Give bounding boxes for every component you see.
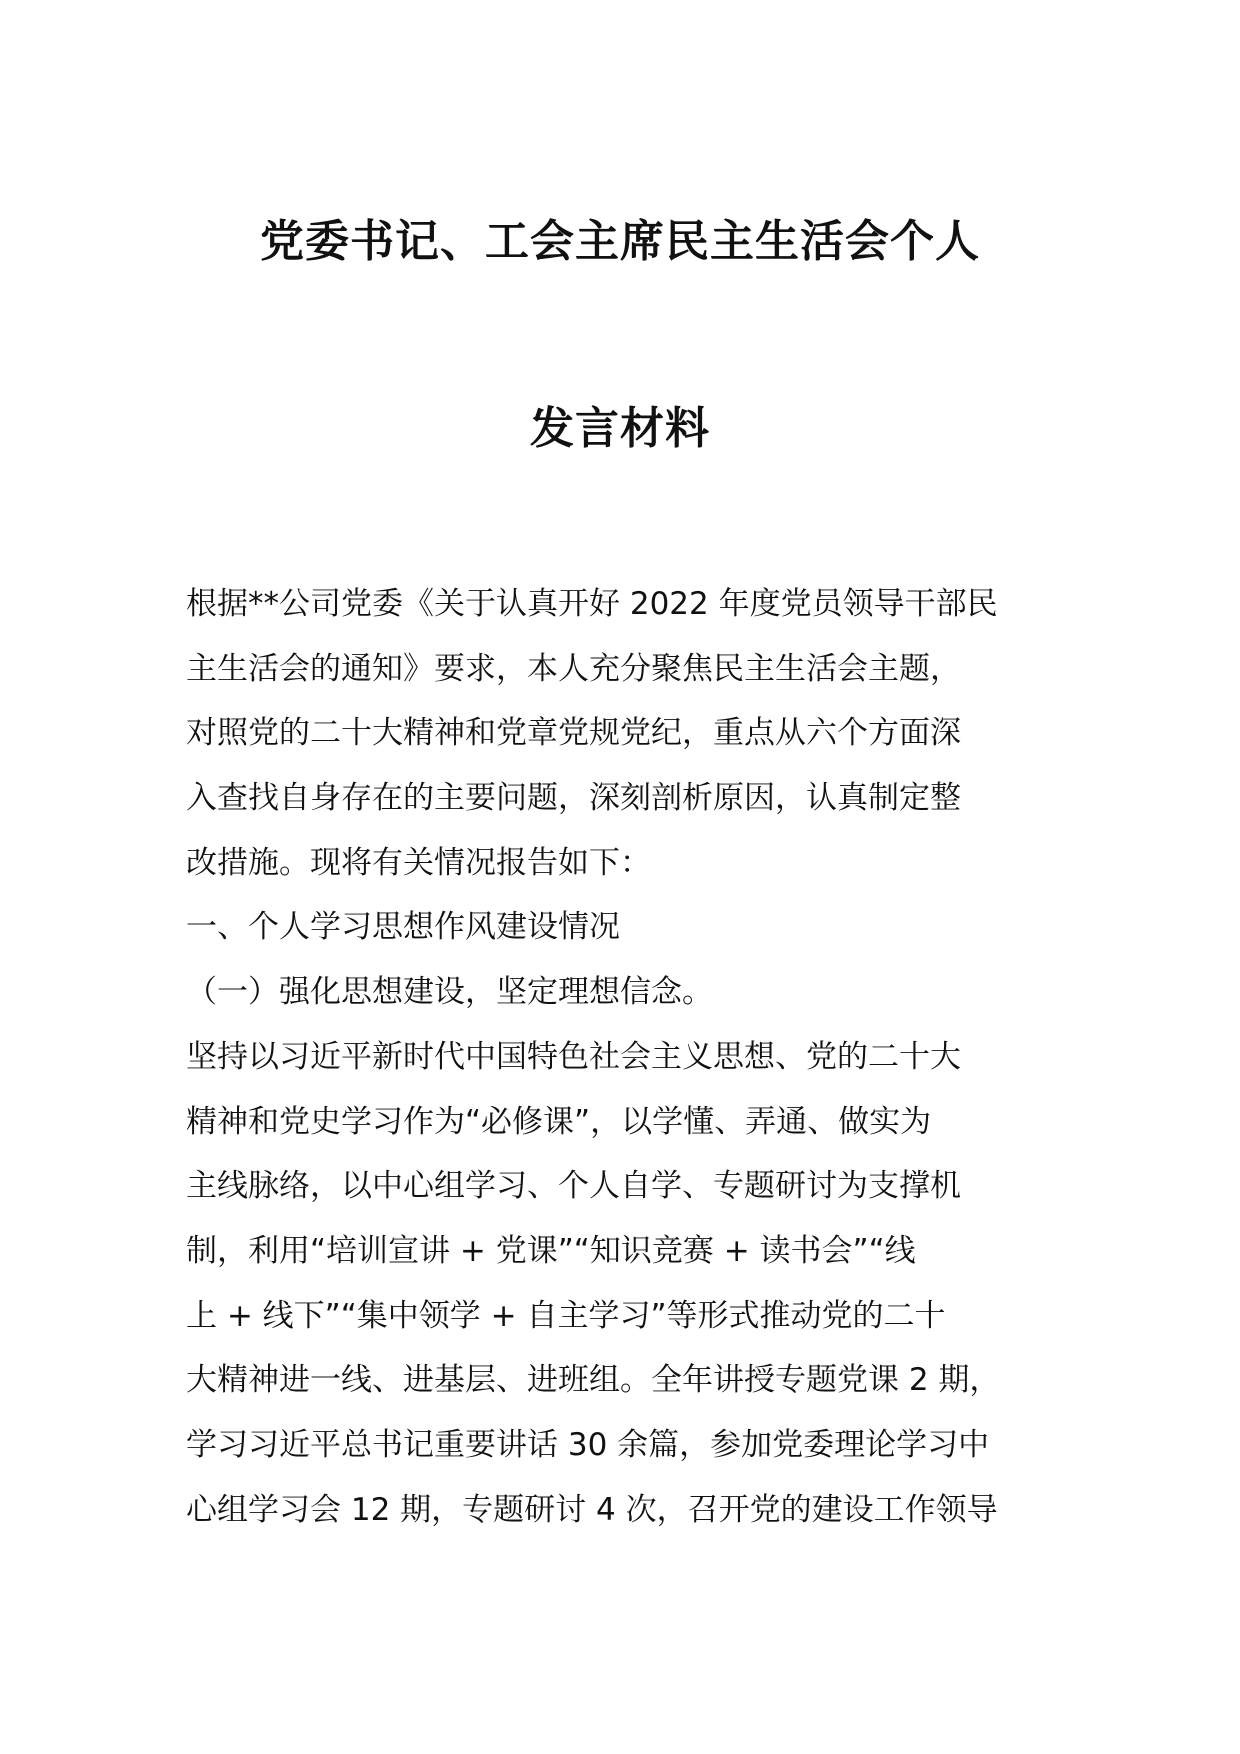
- body-line: 精神和党史学习作为“必修课”，以学懂、弄通、做实为: [186, 1103, 932, 1140]
- body-line: 根据**公司党委《关于认真开好 2022 年度党员领导干部民: [186, 586, 998, 622]
- document-title-line-2: 发言材料: [530, 403, 710, 454]
- body-line: 上 + 线下”“集中领学 + 自主学习”等形式推动党的二十: [186, 1297, 946, 1334]
- body-line: 主生活会的通知》要求，本人充分聚焦民主生活会主题，: [186, 650, 961, 687]
- body-line: 入查找自身存在的主要问题，深刻剖析原因，认真制定整: [186, 780, 961, 817]
- body-line: 主线脉络，以中心组学习、个人自学、专题研讨为支撑机: [186, 1168, 961, 1205]
- body-line: 改措施。现将有关情况报告如下：: [186, 844, 651, 881]
- subsection-heading: （一）强化思想建设，坚定理想信念。: [186, 974, 713, 1011]
- body-line: 制，利用“培训宣讲 + 党课”“知识竞赛 + 读书会”“线: [186, 1232, 916, 1269]
- body-line: 学习习近平总书记重要讲话 30 余篇，参加党委理论学习中: [186, 1426, 990, 1463]
- body-line: 对照党的二十大精神和党章党规党纪，重点从六个方面深: [186, 715, 961, 752]
- body-line: 大精神进一线、进基层、进班组。全年讲授专题党课 2 期，: [186, 1362, 1001, 1399]
- section-heading: 一、个人学习思想作风建设情况: [186, 909, 620, 946]
- body-line: 心组学习会 12 期，专题研讨 4 次，召开党的建设工作领导: [186, 1491, 998, 1528]
- body-line: 坚持以习近平新时代中国特色社会主义思想、党的二十大: [186, 1038, 961, 1075]
- document-title-line-1: 党委书记、工会主席民主生活会个人: [260, 216, 980, 267]
- document-body: [186, 572, 1056, 1542]
